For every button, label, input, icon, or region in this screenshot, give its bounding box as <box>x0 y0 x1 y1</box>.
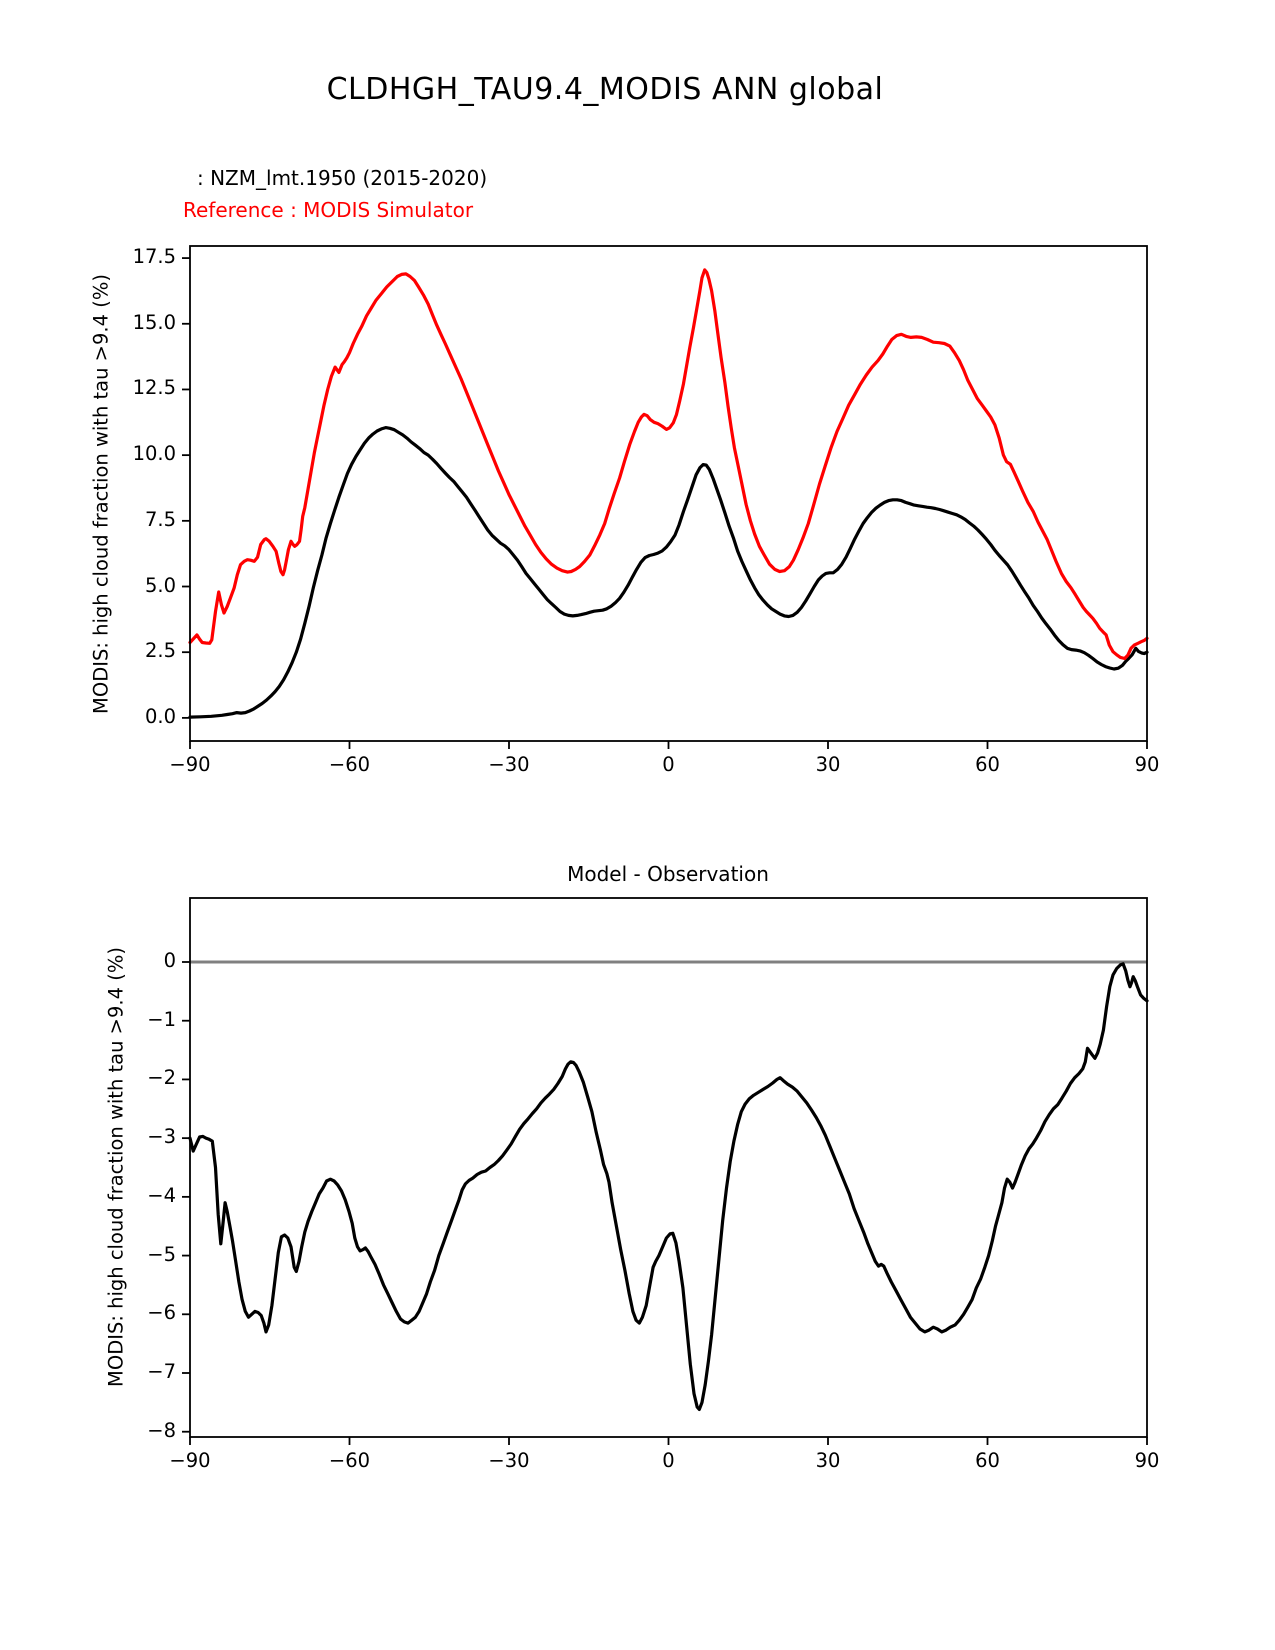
bottom-chart-y-axis-label: MODIS: high cloud fraction with tau >9.4 (%) <box>104 947 128 1387</box>
x-tick-label: −90 <box>169 1449 211 1472</box>
x-tick-label: 30 <box>815 753 841 776</box>
y-tick-label: 0 <box>163 948 176 972</box>
series-line-0 <box>190 428 1147 717</box>
y-tick-label: −2 <box>147 1066 176 1090</box>
top-chart-plot-area <box>190 246 1147 741</box>
x-tick-label: 0 <box>662 1449 675 1472</box>
legend-reference-label: Reference : MODIS Simulator <box>183 198 474 222</box>
top-chart-y-axis-label: MODIS: high cloud fraction with tau >9.4 (%) <box>89 274 113 714</box>
y-tick-label: 15.0 <box>132 310 176 334</box>
y-tick-label: −5 <box>147 1242 176 1266</box>
y-tick-label: 17.5 <box>132 245 176 269</box>
x-tick-label: −90 <box>169 753 211 776</box>
x-tick-label: −30 <box>488 753 530 776</box>
y-tick-label: −4 <box>147 1183 176 1207</box>
y-tick-label: −3 <box>147 1125 176 1149</box>
y-tick-label: −7 <box>147 1360 176 1383</box>
y-tick-label: 10.0 <box>132 442 176 466</box>
x-tick-label: 30 <box>815 1449 841 1472</box>
bottom-chart-plot-area <box>190 898 1147 1437</box>
y-tick-label: −8 <box>147 1418 176 1442</box>
x-tick-label: 60 <box>975 1449 1000 1472</box>
x-tick-label: −60 <box>328 753 371 776</box>
series-line-0 <box>190 964 1147 1410</box>
axes-box <box>190 246 1147 741</box>
series-line-1 <box>190 270 1147 659</box>
y-tick-label: 12.5 <box>132 376 176 400</box>
legend-model-label: : NZM_lmt.1950 (2015-2020) <box>197 166 488 190</box>
x-tick-label: 90 <box>1134 1449 1160 1472</box>
x-tick-label: 0 <box>662 753 675 776</box>
y-tick-label: 5.0 <box>144 573 176 597</box>
x-tick-label: 90 <box>1134 753 1160 776</box>
y-tick-label: 7.5 <box>144 507 176 531</box>
page-title: CLDHGH_TAU9.4_MODIS ANN global <box>326 72 884 107</box>
x-tick-label: −60 <box>328 1449 371 1472</box>
axes-box <box>190 898 1147 1437</box>
bottom-chart-title: Model - Observation <box>567 862 769 886</box>
x-tick-label: −30 <box>488 1449 530 1472</box>
x-tick-label: 60 <box>975 753 1000 776</box>
y-tick-label: 0.0 <box>144 704 176 728</box>
y-tick-label: 2.5 <box>144 639 176 663</box>
y-tick-label: −1 <box>147 1007 176 1031</box>
y-tick-label: −6 <box>147 1301 176 1325</box>
